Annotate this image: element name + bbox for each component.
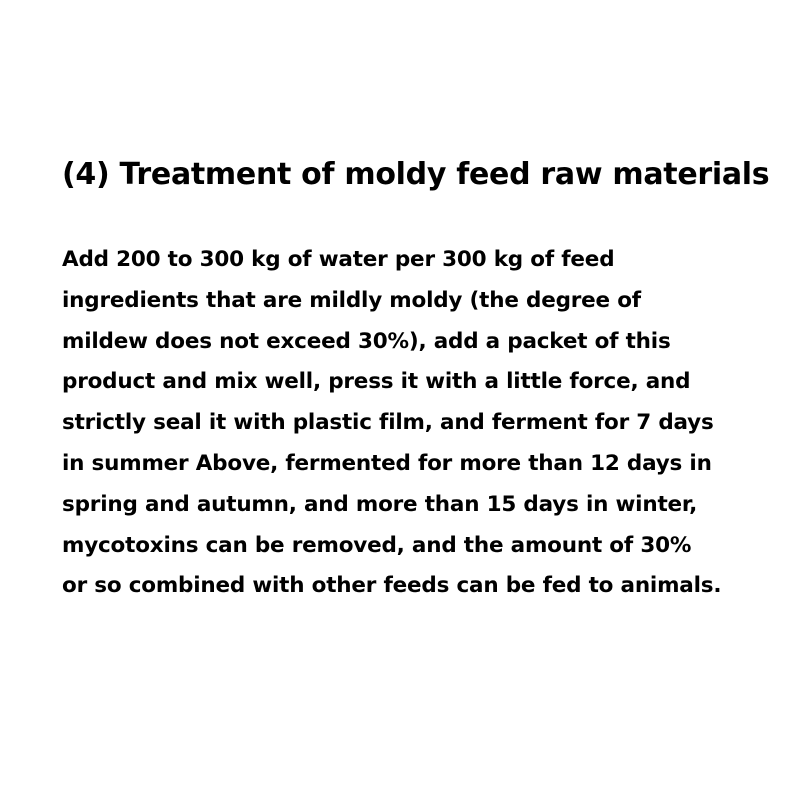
- paragraph-line: or so combined with other feeds can be fed to animals.: [62, 573, 722, 599]
- section-paragraph: [62, 240, 762, 607]
- paragraph-line: mycotoxins can be removed, and the amount of 30%: [62, 532, 692, 558]
- section-heading: (4) Treatment of moldy feed raw materials: [62, 157, 770, 192]
- paragraph-line: mildew does not exceed 30%), add a packet of this: [62, 328, 671, 354]
- paragraph-line: in summer Above, fermented for more than 12 days in: [62, 450, 712, 476]
- paragraph-line: ingredients that are mildly moldy (the degree of: [62, 287, 641, 313]
- document-page: [62, 152, 770, 607]
- paragraph-line: Add 200 to 300 kg of water per 300 kg of feed: [62, 247, 615, 272]
- paragraph-line: spring and autumn, and more than 15 days in winter,: [62, 491, 698, 517]
- paragraph-line: product and mix well, press it with a little force, and: [62, 369, 691, 395]
- paragraph-line: strictly seal it with plastic film, and ferment for 7 days: [62, 410, 714, 436]
